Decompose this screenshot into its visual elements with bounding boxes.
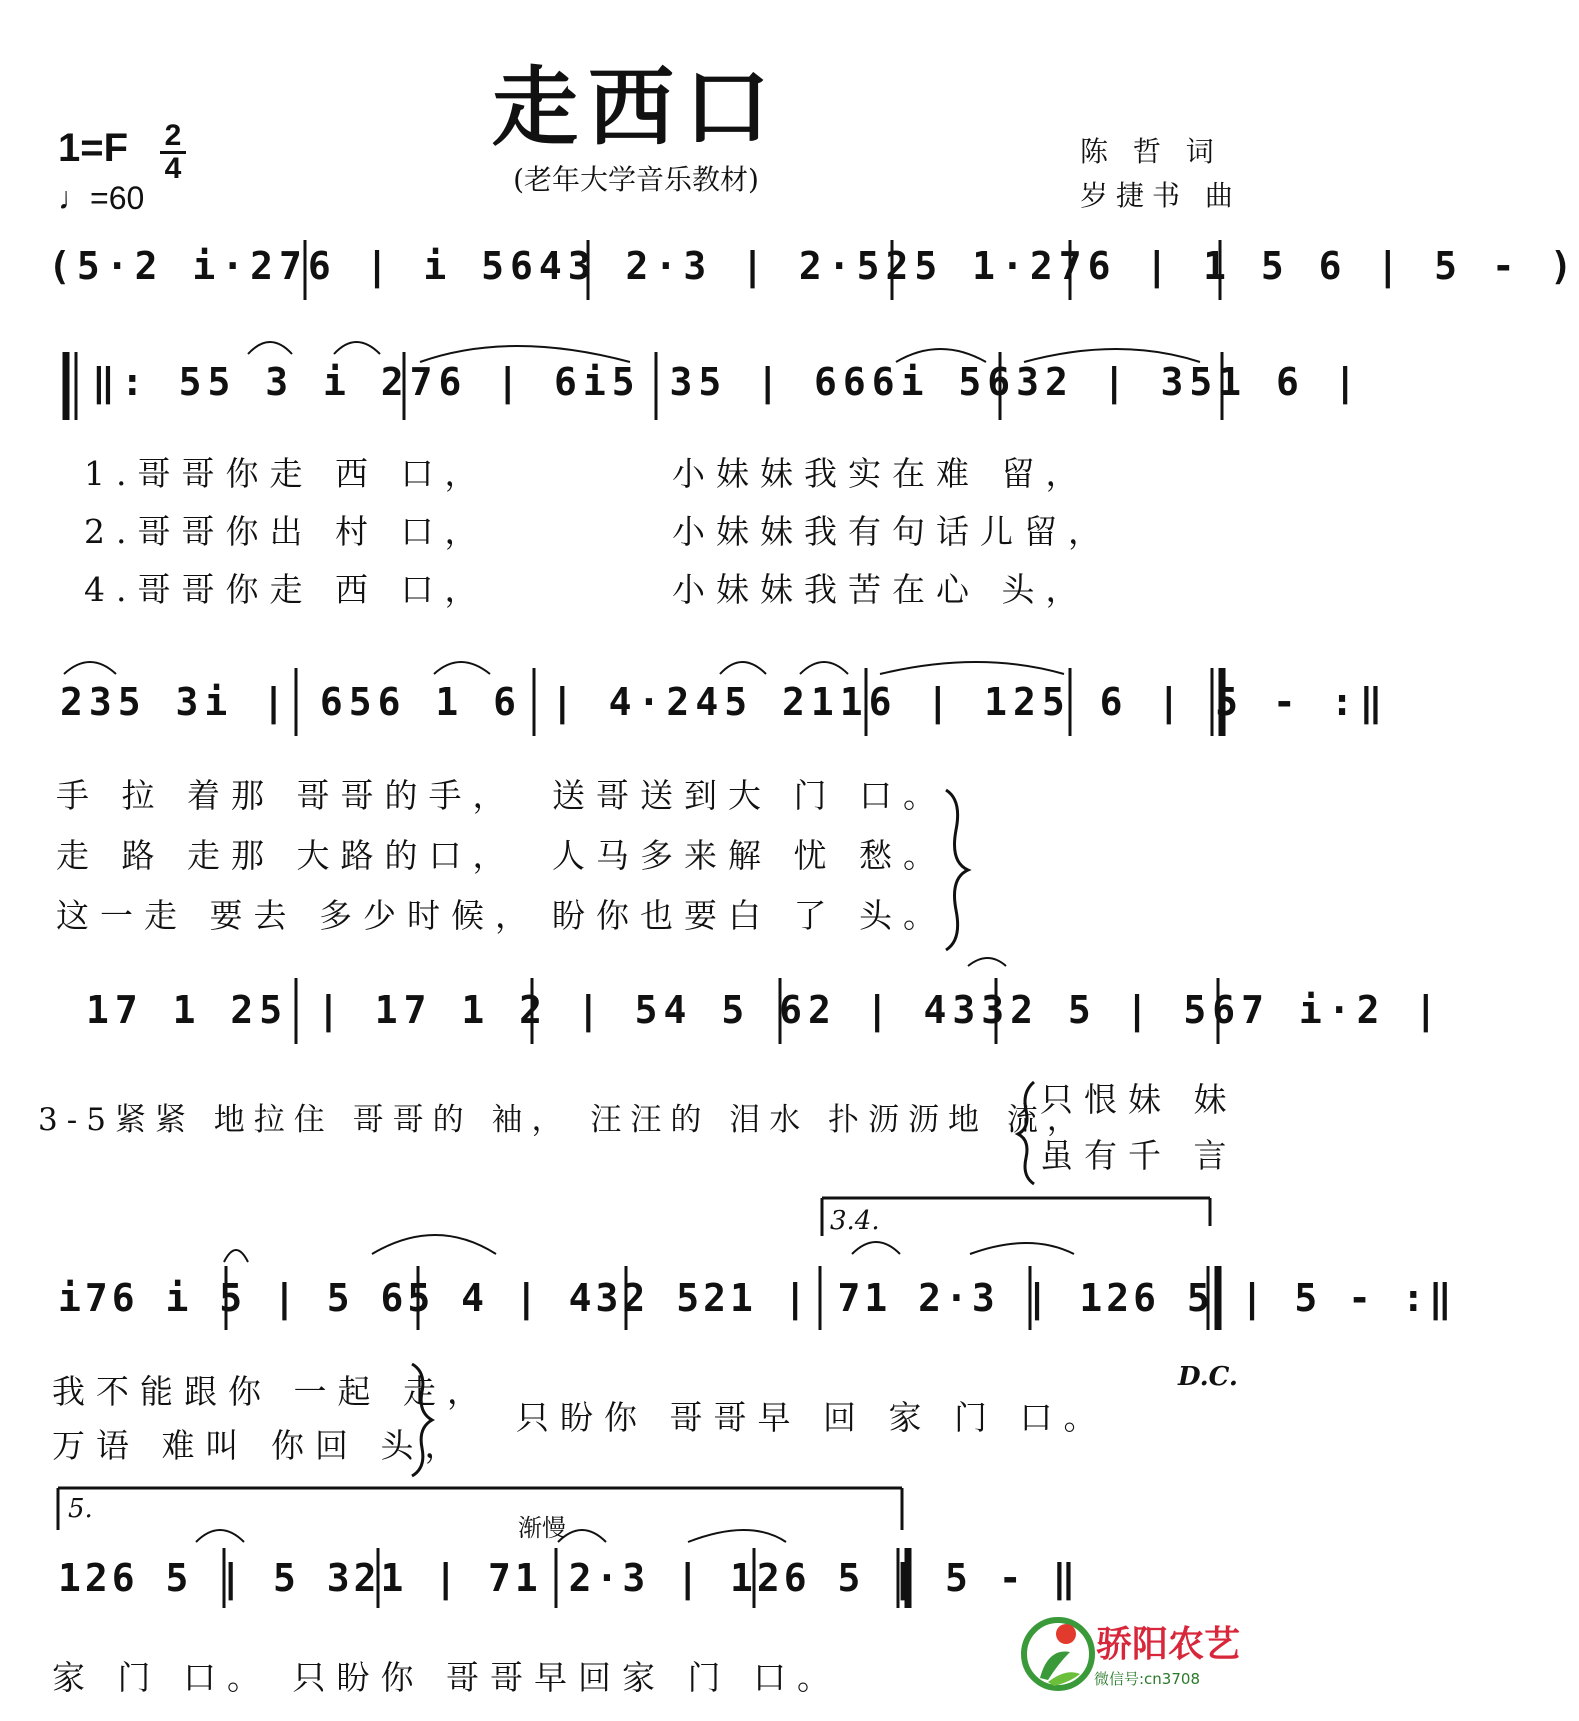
song-title: 走西口: [492, 57, 780, 158]
key-signature: 1=F: [58, 126, 129, 170]
notation-line-6: 126 5 | 5 321 | 71 2·3 | 126 5 | 5 - ‖: [58, 1556, 1080, 1600]
subtitle: (老年大学音乐教材): [513, 163, 759, 196]
lyric-2-verse-2a: 2.哥哥你出 村 口，: [84, 512, 489, 551]
volta-5: 5.: [68, 1494, 93, 1524]
lyric-5-b: 万语 难叫 你回 头，: [52, 1426, 469, 1465]
lyric-3-verse-3a: 这一走 要去 多少时候，: [56, 896, 539, 935]
lyric-3-verse-2b: 人马多来解 忧 愁。: [552, 836, 947, 875]
lyric-4-end-2: 虽有千 言: [1040, 1136, 1238, 1175]
lyric-2-verse-4b: 小妹妹我苦在心 头，: [672, 570, 1090, 609]
lyric-2-verse-1b: 小妹妹我实在难 留，: [672, 454, 1090, 493]
brand-logo: [1018, 1608, 1241, 1708]
notation-line-2: ‖: 55 3 i 276 | 6i5 35 | 666i 5632 | 351 6 |: [92, 360, 1363, 404]
time-signature: [160, 119, 186, 185]
logo-name: 骄阳农艺: [1096, 1624, 1241, 1665]
leaf-icon: [1018, 1608, 1098, 1698]
meter-bottom: 4: [164, 152, 182, 185]
lyric-2-verse-1a: 1.哥哥你走 西 口，: [84, 454, 489, 493]
lyric-2-verse-2b: 小妹妹我有句话儿留，: [672, 512, 1112, 551]
notation-line-4: 17 1 25 | 17 1 2 | 54 5 62 | 4332 5 | 567 i·2 |: [86, 988, 1444, 1032]
composer: 岁捷书 曲: [1080, 179, 1241, 212]
lyric-3-verse-3b: 盼你也要白 了 头。: [552, 896, 947, 935]
lyric-6: 家 门 口。 只盼你 哥哥早回家 门 口。: [52, 1658, 841, 1697]
lyric-2-verse-4a: 4.哥哥你走 西 口，: [84, 570, 489, 609]
lyric-3-verse-2a: 走 路 走那 大路的口，: [56, 836, 517, 875]
tempo-marking: ♩=60: [58, 180, 145, 216]
lyric-5-c: 只盼你 哥哥早 回 家 门 口。: [516, 1398, 1108, 1437]
lyric-4-end-1: 只恨妹 妹: [1040, 1080, 1238, 1119]
notation-line-5: i76 i 5 | 5 65 4 | 432 521 | 71 2·3 | 126 5 | 5 - :‖: [58, 1276, 1456, 1320]
lyricist: 陈 哲 词: [1080, 135, 1222, 168]
lyric-3-verse-1a: 手 拉 着那 哥哥的手，: [56, 776, 517, 815]
notation-line-1: (5·2 i·276 | i 5643 2·3 | 2·525 1·276 | 1 5 6 | 5 - ): [48, 244, 1579, 288]
tempo-change-mark: 渐慢: [518, 1514, 566, 1542]
lyric-3-verse-1b: 送哥送到大 门 口。: [552, 776, 947, 815]
logo-wechat: 微信号:cn3708: [1094, 1670, 1200, 1688]
da-capo: D.C.: [1178, 1362, 1238, 1392]
volta-3-4: 3.4.: [830, 1206, 880, 1236]
meter-top: 2: [164, 119, 182, 152]
notation-line-3: 235 3i | 656 1 6 | 4·245 2116 | 125 6 | 5 - :‖: [60, 680, 1389, 724]
lyric-5-a: 我不能跟你 一起 走，: [52, 1372, 491, 1411]
lyric-4: 3-5紧紧 地拉住 哥哥的 袖， 汪汪的 泪水 扑沥沥地 流，: [38, 1102, 1087, 1138]
